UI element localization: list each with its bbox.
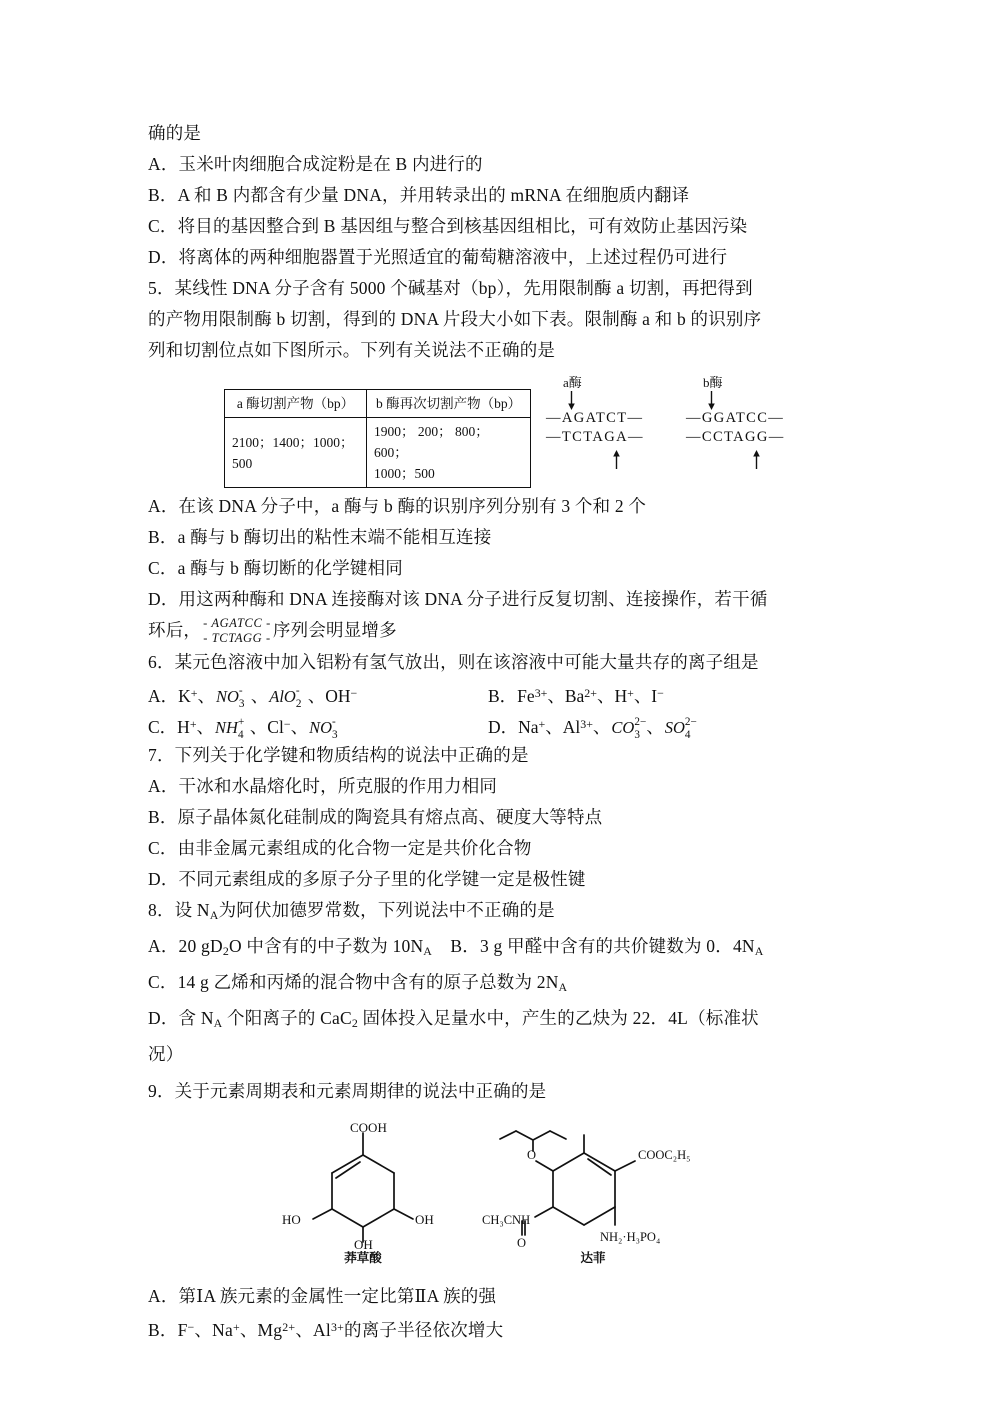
q6d-prefix-sup: + bbox=[538, 716, 546, 731]
aluminate-count: 2 bbox=[295, 698, 302, 711]
sulfate-charges bbox=[684, 715, 697, 742]
q8d-p4: 固体投入足量水中，产生的乙炔为 22．4L（标准状 bbox=[357, 1007, 759, 1028]
q6b-p0: B．Fe bbox=[488, 685, 535, 706]
enzyme-b-label: b酶 bbox=[703, 375, 723, 390]
page-content bbox=[148, 118, 862, 1346]
q6b-p3: 、I bbox=[633, 685, 658, 706]
q9a-p4: A 族的强 bbox=[426, 1285, 497, 1306]
q9b-s0: − bbox=[187, 1319, 195, 1334]
q8-stem-post: 为阿伏加德罗常数，下列说法中不正确的是 bbox=[218, 899, 555, 920]
q6-options-row-2 bbox=[148, 709, 862, 740]
q8b-p0: B．3 g 甲醛中含有的共价键数为 0．4N bbox=[450, 935, 755, 956]
a-fragments-line2: 500 bbox=[232, 455, 253, 471]
q6a-tail-sup: − bbox=[350, 685, 358, 700]
q8-option-a bbox=[148, 936, 432, 956]
q9b-p2: 、Mg bbox=[239, 1319, 283, 1340]
enzyme-a-diagram bbox=[546, 375, 696, 447]
nitrate-c-charges bbox=[331, 715, 343, 742]
shikimic-cooh-label: COOH bbox=[350, 1120, 387, 1135]
q8c-p0: C．14 g 乙烯和丙烯的混合物中含有的原子总数为 2N bbox=[148, 971, 559, 992]
q8a-p2: O 中含有的中子数为 10N bbox=[228, 935, 424, 956]
nitrate-c-charge: - bbox=[331, 716, 336, 729]
q5-number: 5． bbox=[148, 278, 175, 298]
q8-stem-pre: 8．设 N bbox=[148, 899, 210, 920]
q6d-second: 、Al bbox=[545, 716, 581, 737]
carbonate-charges bbox=[634, 715, 647, 742]
q6c-sep2: 、 bbox=[290, 716, 309, 737]
q8-stem-sub: A bbox=[209, 907, 219, 922]
q6-stem: 6．某元色溶液中加入铝粉有氢气放出，则在该溶液中可能大量共存的离子组是 bbox=[148, 651, 759, 672]
q9b-p3: 、Al bbox=[295, 1319, 331, 1340]
aluminate-charge: - bbox=[295, 685, 300, 698]
q5-option-d-line1: D．用这两种酶和 DNA 连接酶对该 DNA 分子进行反复切割、连接操作，若干循 bbox=[148, 589, 768, 609]
arrow-down-icon bbox=[567, 391, 576, 410]
q7-option-d: D．不同元素组成的多原子分子里的化学键一定是极性键 bbox=[148, 868, 586, 889]
table-cell-a-fragments bbox=[225, 418, 367, 488]
tamiflu-carbonyl-o-label: O bbox=[517, 1235, 527, 1249]
q8d-s1: A bbox=[213, 1015, 223, 1030]
ligated-sequence-top: - AGATCC - bbox=[203, 615, 271, 630]
carbonate-count: 3 bbox=[634, 729, 640, 742]
q8-option-d-line2: 况） bbox=[148, 1043, 184, 1064]
q6a-tail: 、OH bbox=[307, 685, 351, 706]
q9-option-b bbox=[148, 1312, 862, 1346]
nitrate-ion-c bbox=[309, 712, 343, 743]
shikimic-acid-caption: 莽草酸 bbox=[344, 1250, 382, 1265]
q6-option-c bbox=[148, 709, 344, 743]
q9b-p4: 的离子半径依次增大 bbox=[344, 1319, 504, 1340]
q6d-second-sup: 3+ bbox=[580, 716, 593, 731]
q6c-prefix-sup: + bbox=[189, 716, 197, 731]
q5-stem-line-2: 的产物用限制酶 b 切割，得到的 DNA 片段大小如下表。限制酶 a 和 b 的识别序 bbox=[148, 309, 762, 329]
q6b-s3: − bbox=[657, 685, 664, 700]
shikimic-acid-skeleton bbox=[268, 1121, 458, 1249]
restriction-site-diagram bbox=[544, 375, 864, 487]
nitrate-c-count: 3 bbox=[331, 729, 338, 742]
tamiflu-amine-phosphate-label: NH₂·H₃PO₄ bbox=[600, 1229, 661, 1244]
shikimic-oh-bottom-label: OH bbox=[354, 1236, 373, 1249]
nitrate-ion bbox=[216, 681, 250, 712]
enzyme-a-label: a酶 bbox=[563, 375, 582, 390]
ammonium-ion bbox=[215, 712, 249, 743]
q6d-prefix: D．Na bbox=[488, 716, 539, 737]
nitrate-count: 3 bbox=[238, 698, 245, 711]
q8c-s1: A bbox=[558, 979, 568, 994]
carbonate-base: CO bbox=[611, 717, 635, 737]
q6-option-a bbox=[148, 678, 357, 712]
q8-option-b bbox=[450, 936, 763, 956]
q9b-p1: 、Na bbox=[194, 1319, 233, 1340]
q6a-sep1: 、 bbox=[197, 685, 215, 706]
carbonate-ion bbox=[611, 712, 645, 743]
q4-option-b: B．A 和 B 内都含有少量 DNA，并用转录出的 mRNA 在细胞质内翻译 bbox=[148, 185, 690, 205]
ammonium-count: 4 bbox=[237, 729, 244, 742]
q6c-mid-sup: − bbox=[283, 716, 291, 731]
aluminate-ion bbox=[269, 681, 306, 712]
nitrate-charge: - bbox=[238, 685, 243, 698]
enzyme-a-top-strand: —AGATCT— bbox=[546, 410, 644, 426]
q9b-s2: 2+ bbox=[282, 1319, 296, 1334]
sulfate-ion bbox=[665, 712, 696, 743]
q9a-p2: A 族元素的金属性一定比第 bbox=[203, 1285, 415, 1306]
b-fragments-line1: 1900； 200； 800； 600； bbox=[374, 424, 489, 460]
table-header-b-enzyme: b 酶再次切割产物（bp） bbox=[367, 390, 531, 418]
q6-options-row-1 bbox=[148, 678, 862, 709]
table-header-row bbox=[225, 390, 531, 418]
q5-option-d-line2 bbox=[148, 615, 862, 647]
sulfate-base: SO bbox=[664, 717, 685, 737]
q8d-p2: 个阳离子的 CaC bbox=[222, 1007, 352, 1028]
table-data-row bbox=[225, 418, 531, 488]
shikimic-acid-structure bbox=[268, 1121, 458, 1266]
q9b-s3: 3+ bbox=[330, 1319, 344, 1334]
ammonium-charge: + bbox=[237, 716, 245, 729]
carbonate-charge: 2− bbox=[634, 716, 647, 729]
q9b-p0: B．F bbox=[148, 1319, 188, 1340]
q9-option-a bbox=[148, 1281, 862, 1312]
q7-stem: 7．下列关于化学键和物质结构的说法中正确的是 bbox=[148, 744, 529, 765]
restriction-fragment-table bbox=[224, 389, 531, 488]
a-fragments-line1: 2100；1400；1000； bbox=[232, 434, 354, 450]
tamiflu-ester-label: COOC₂H₅ bbox=[638, 1147, 691, 1162]
q5-stem-line-1 bbox=[148, 273, 862, 304]
enzyme-b-top-strand: —GGATCC— bbox=[686, 410, 785, 426]
tamiflu-ether-o-label: O bbox=[527, 1147, 537, 1162]
q7-option-c: C．由非金属元素组成的化合物一定是共价化合物 bbox=[148, 837, 532, 858]
q6c-sep1: 、 bbox=[196, 716, 215, 737]
q4-stem-tail: 确的是 bbox=[148, 123, 202, 143]
aluminate-charges bbox=[295, 684, 307, 711]
q6a-prefix: A．K bbox=[148, 685, 191, 706]
q8d-p0: D．含 N bbox=[148, 1007, 214, 1028]
q8-options-ab bbox=[148, 931, 862, 967]
enzyme-b-bottom-strand: —CCTAGG— bbox=[686, 429, 785, 445]
table-header-a-enzyme: a 酶切割产物（bp） bbox=[225, 390, 367, 418]
q9a-roman2: Ⅱ bbox=[414, 1285, 427, 1306]
enzyme-b-diagram bbox=[686, 375, 836, 447]
shikimic-oh-right-label: OH bbox=[415, 1211, 434, 1227]
q6d-sep1: 、 bbox=[592, 716, 611, 737]
q8a-p0: A．20 gD bbox=[148, 935, 223, 956]
arrow-down-icon bbox=[707, 391, 716, 410]
q9b-s1: + bbox=[232, 1319, 240, 1334]
q8a-s1: 2 bbox=[222, 943, 229, 958]
q8d-s3: 2 bbox=[351, 1015, 358, 1030]
q6a-sep2: 、 bbox=[250, 685, 269, 706]
q6b-p2: 、H bbox=[596, 685, 628, 706]
q5-option-b: B．a 酶与 b 酶切出的粘性末端不能相互连接 bbox=[148, 527, 492, 547]
q8-option-c bbox=[148, 967, 862, 1003]
q5-stem-text-1: 某线性 DNA 分子含有 5000 个碱基对（bp），先用限制酶 a 切割，再把得到 bbox=[174, 278, 753, 298]
q5-option-c: C．a 酶与 b 酶切断的化学键相同 bbox=[148, 558, 403, 578]
q4-option-d: D．将离体的两种细胞器置于光照适宜的葡萄糖溶液中，上述过程仍可进行 bbox=[148, 247, 728, 267]
q7-option-a: A．干冰和水晶熔化时，所克服的作用力相同 bbox=[148, 775, 498, 796]
nitrate-base: NO bbox=[216, 686, 239, 706]
tamiflu-caption: 达菲 bbox=[580, 1250, 606, 1265]
q7-option-b: B．原子晶体氮化硅制成的陶瓷具有熔点高、硬度大等特点 bbox=[148, 806, 603, 827]
sulfate-charge: 2− bbox=[684, 716, 697, 729]
q9-stem: 9．关于元素周期表和元素周期律的说法中正确的是 bbox=[148, 1080, 547, 1101]
table-cell-b-fragments bbox=[367, 418, 531, 488]
q8a-s3: A bbox=[423, 943, 433, 958]
sulfate-count: 4 bbox=[684, 729, 691, 742]
q5-option-a: A．在该 DNA 分子中，a 酶与 b 酶的识别序列分别有 3 个和 2 个 bbox=[148, 496, 647, 516]
ammonium-charges bbox=[237, 715, 249, 742]
q4-option-c: C．将目的基因整合到 B 基因组与整合到核基因组相比，可有效防止基因污染 bbox=[148, 216, 748, 236]
q6c-mid: 、Cl bbox=[249, 716, 284, 737]
q9a-roman1: Ⅰ bbox=[196, 1285, 204, 1306]
q9a-p0: A．第 bbox=[148, 1285, 197, 1306]
q5-figure-block bbox=[148, 375, 862, 491]
q4-option-a: A．玉米叶肉细胞合成淀粉是在 B 内进行的 bbox=[148, 154, 483, 174]
q6b-p1: 、Ba bbox=[547, 685, 585, 706]
b-fragments-line2: 1000；500 bbox=[374, 466, 435, 481]
q8b-s1: A bbox=[754, 943, 764, 958]
arrow-up-icon bbox=[752, 450, 761, 469]
q6b-s2: + bbox=[627, 685, 634, 700]
q8-option-d-line1 bbox=[148, 1003, 862, 1039]
q8-stem bbox=[148, 895, 862, 931]
tamiflu-acetamido-label: CH₃CNH bbox=[482, 1212, 531, 1227]
q6b-s1: 2+ bbox=[584, 685, 597, 700]
ligated-sequence-bottom: - TCTAGG - bbox=[203, 630, 271, 645]
q6b-s0: 3+ bbox=[534, 685, 548, 700]
enzyme-a-bottom-strand: —TCTAGA— bbox=[546, 429, 644, 445]
tamiflu-skeleton bbox=[478, 1121, 708, 1249]
q6c-prefix: C．H bbox=[148, 716, 190, 737]
q5-option-d-suffix: 序列会明显增多 bbox=[272, 620, 397, 640]
nitrate-c-base: NO bbox=[309, 717, 332, 737]
arrow-up-icon bbox=[612, 450, 621, 469]
aluminate-base: AlO bbox=[269, 686, 296, 706]
q6a-prefix-sup: + bbox=[190, 685, 198, 700]
q5-stem-line-3: 列和切割位点如下图所示。下列有关说法不正确的是 bbox=[148, 340, 556, 360]
ammonium-base: NH bbox=[215, 717, 238, 737]
q6-option-d bbox=[488, 709, 697, 743]
shikimic-ho-label: HO bbox=[282, 1211, 301, 1227]
q9-structure-figures bbox=[148, 1121, 862, 1271]
q6d-sep2: 、 bbox=[646, 716, 664, 737]
tamiflu-structure bbox=[478, 1121, 708, 1266]
nitrate-charges bbox=[238, 684, 250, 711]
ligated-sequence-stack bbox=[203, 616, 271, 646]
q5-option-d-prefix: 环后， bbox=[148, 620, 202, 640]
